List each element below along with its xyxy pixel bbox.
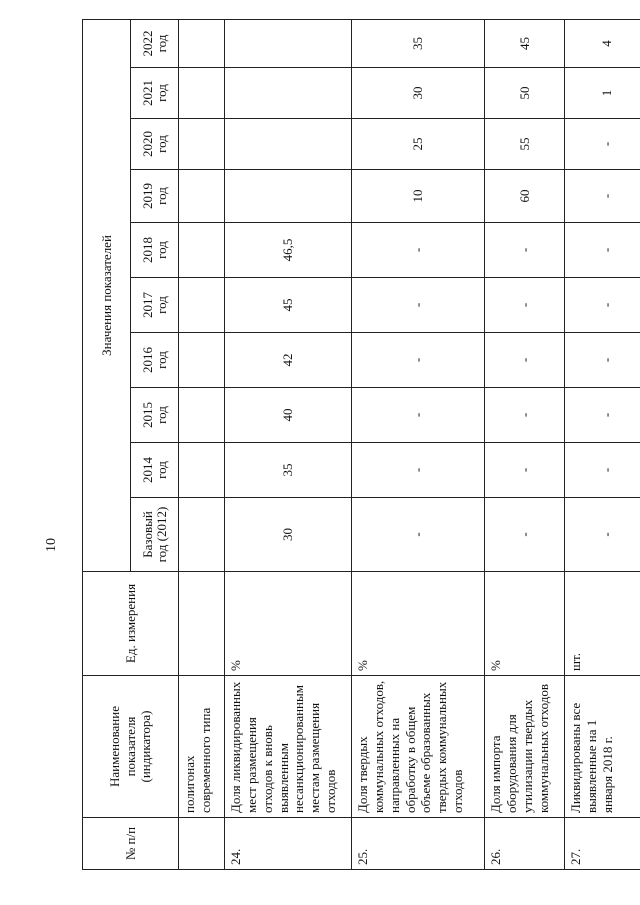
row-number: 24. bbox=[225, 818, 352, 870]
row-value bbox=[225, 19, 352, 67]
row-number: 25. bbox=[352, 818, 485, 870]
header-values-group: Значения показателей bbox=[83, 19, 131, 571]
row-value: 35 bbox=[225, 443, 352, 498]
row-value: - bbox=[352, 278, 485, 333]
header-year: 2016 год bbox=[131, 333, 179, 388]
row-indicator-name: Ликвидированы все выявленные на 1 января 2018 г. bbox=[565, 676, 640, 818]
row-value bbox=[179, 119, 225, 170]
row-value: - bbox=[352, 388, 485, 443]
row-value: 35 bbox=[352, 19, 485, 67]
row-value: - bbox=[485, 333, 565, 388]
row-value: 45 bbox=[485, 19, 565, 67]
row-value: - bbox=[485, 498, 565, 572]
row-value: - bbox=[352, 223, 485, 278]
page-number: 10 bbox=[44, 538, 59, 552]
row-value bbox=[179, 498, 225, 572]
row-value: - bbox=[352, 443, 485, 498]
row-value bbox=[225, 119, 352, 170]
table-row bbox=[565, 19, 640, 869]
row-value: - bbox=[485, 443, 565, 498]
row-value bbox=[179, 443, 225, 498]
row-value: 50 bbox=[485, 68, 565, 119]
row-value: 42 bbox=[225, 333, 352, 388]
row-unit: % bbox=[485, 572, 565, 676]
row-value: - bbox=[565, 498, 640, 572]
header-year: 2014 год bbox=[131, 443, 179, 498]
header-unit: Ед. измерения bbox=[83, 572, 179, 676]
header-year: Базовый год (2012) bbox=[131, 498, 179, 572]
row-unit: % bbox=[225, 572, 352, 676]
row-value: 25 bbox=[352, 119, 485, 170]
row-value bbox=[179, 68, 225, 119]
indicators-table bbox=[82, 19, 640, 870]
row-unit: % bbox=[352, 572, 485, 676]
table-container bbox=[82, 20, 615, 870]
row-value: - bbox=[485, 278, 565, 333]
row-value: 45 bbox=[225, 278, 352, 333]
row-value bbox=[179, 19, 225, 67]
row-number: 27. bbox=[565, 818, 640, 870]
row-indicator-name: Доля твердых коммунальных отходов, направленных на обработку в общем объеме образованных твердых коммунальных отходов bbox=[352, 676, 485, 818]
row-indicator-name: Доля импорта оборудования для утилизации твердых коммунальных отходов bbox=[485, 676, 565, 818]
header-year: 2019 год bbox=[131, 170, 179, 223]
row-value: - bbox=[352, 333, 485, 388]
row-unit: шт. bbox=[565, 572, 640, 676]
table-row bbox=[485, 19, 565, 869]
row-value: 30 bbox=[225, 498, 352, 572]
row-value: 30 bbox=[352, 68, 485, 119]
header-year: 2022 год bbox=[131, 19, 179, 67]
row-value: - bbox=[565, 119, 640, 170]
row-value bbox=[179, 223, 225, 278]
table-row bbox=[225, 19, 352, 869]
row-value: - bbox=[485, 223, 565, 278]
row-value: 1 bbox=[565, 68, 640, 119]
header-year: 2020 год bbox=[131, 119, 179, 170]
row-value bbox=[179, 333, 225, 388]
header-year: 2017 год bbox=[131, 278, 179, 333]
row-indicator-name: полигонах современного типа bbox=[179, 676, 225, 818]
header-name: Наименование показателя (индикатора) bbox=[83, 676, 179, 818]
row-number bbox=[179, 818, 225, 870]
row-value: - bbox=[565, 443, 640, 498]
row-value: 55 bbox=[485, 119, 565, 170]
row-value: 60 bbox=[485, 170, 565, 223]
header-number: № п/п bbox=[83, 818, 179, 870]
table-row bbox=[352, 19, 485, 869]
header-year: 2015 год bbox=[131, 388, 179, 443]
row-value: - bbox=[565, 170, 640, 223]
row-value: - bbox=[352, 498, 485, 572]
row-unit bbox=[179, 572, 225, 676]
row-value: - bbox=[485, 388, 565, 443]
row-value bbox=[225, 68, 352, 119]
header-year: 2018 год bbox=[131, 223, 179, 278]
row-indicator-name: Доля ликвидированных мест размещения отходов к вновь выявленным несанкционированным местам размещения отходов bbox=[225, 676, 352, 818]
row-value: 10 bbox=[352, 170, 485, 223]
header-year: 2021 год bbox=[131, 68, 179, 119]
row-value: - bbox=[565, 278, 640, 333]
row-value: 40 bbox=[225, 388, 352, 443]
row-value: - bbox=[565, 333, 640, 388]
row-value bbox=[179, 278, 225, 333]
row-value bbox=[225, 170, 352, 223]
table-row bbox=[179, 19, 225, 869]
row-number: 26. bbox=[485, 818, 565, 870]
row-value bbox=[179, 170, 225, 223]
row-value: - bbox=[565, 223, 640, 278]
row-value: 46,5 bbox=[225, 223, 352, 278]
row-value bbox=[179, 388, 225, 443]
row-value: 4 bbox=[565, 19, 640, 67]
row-value: - bbox=[565, 388, 640, 443]
